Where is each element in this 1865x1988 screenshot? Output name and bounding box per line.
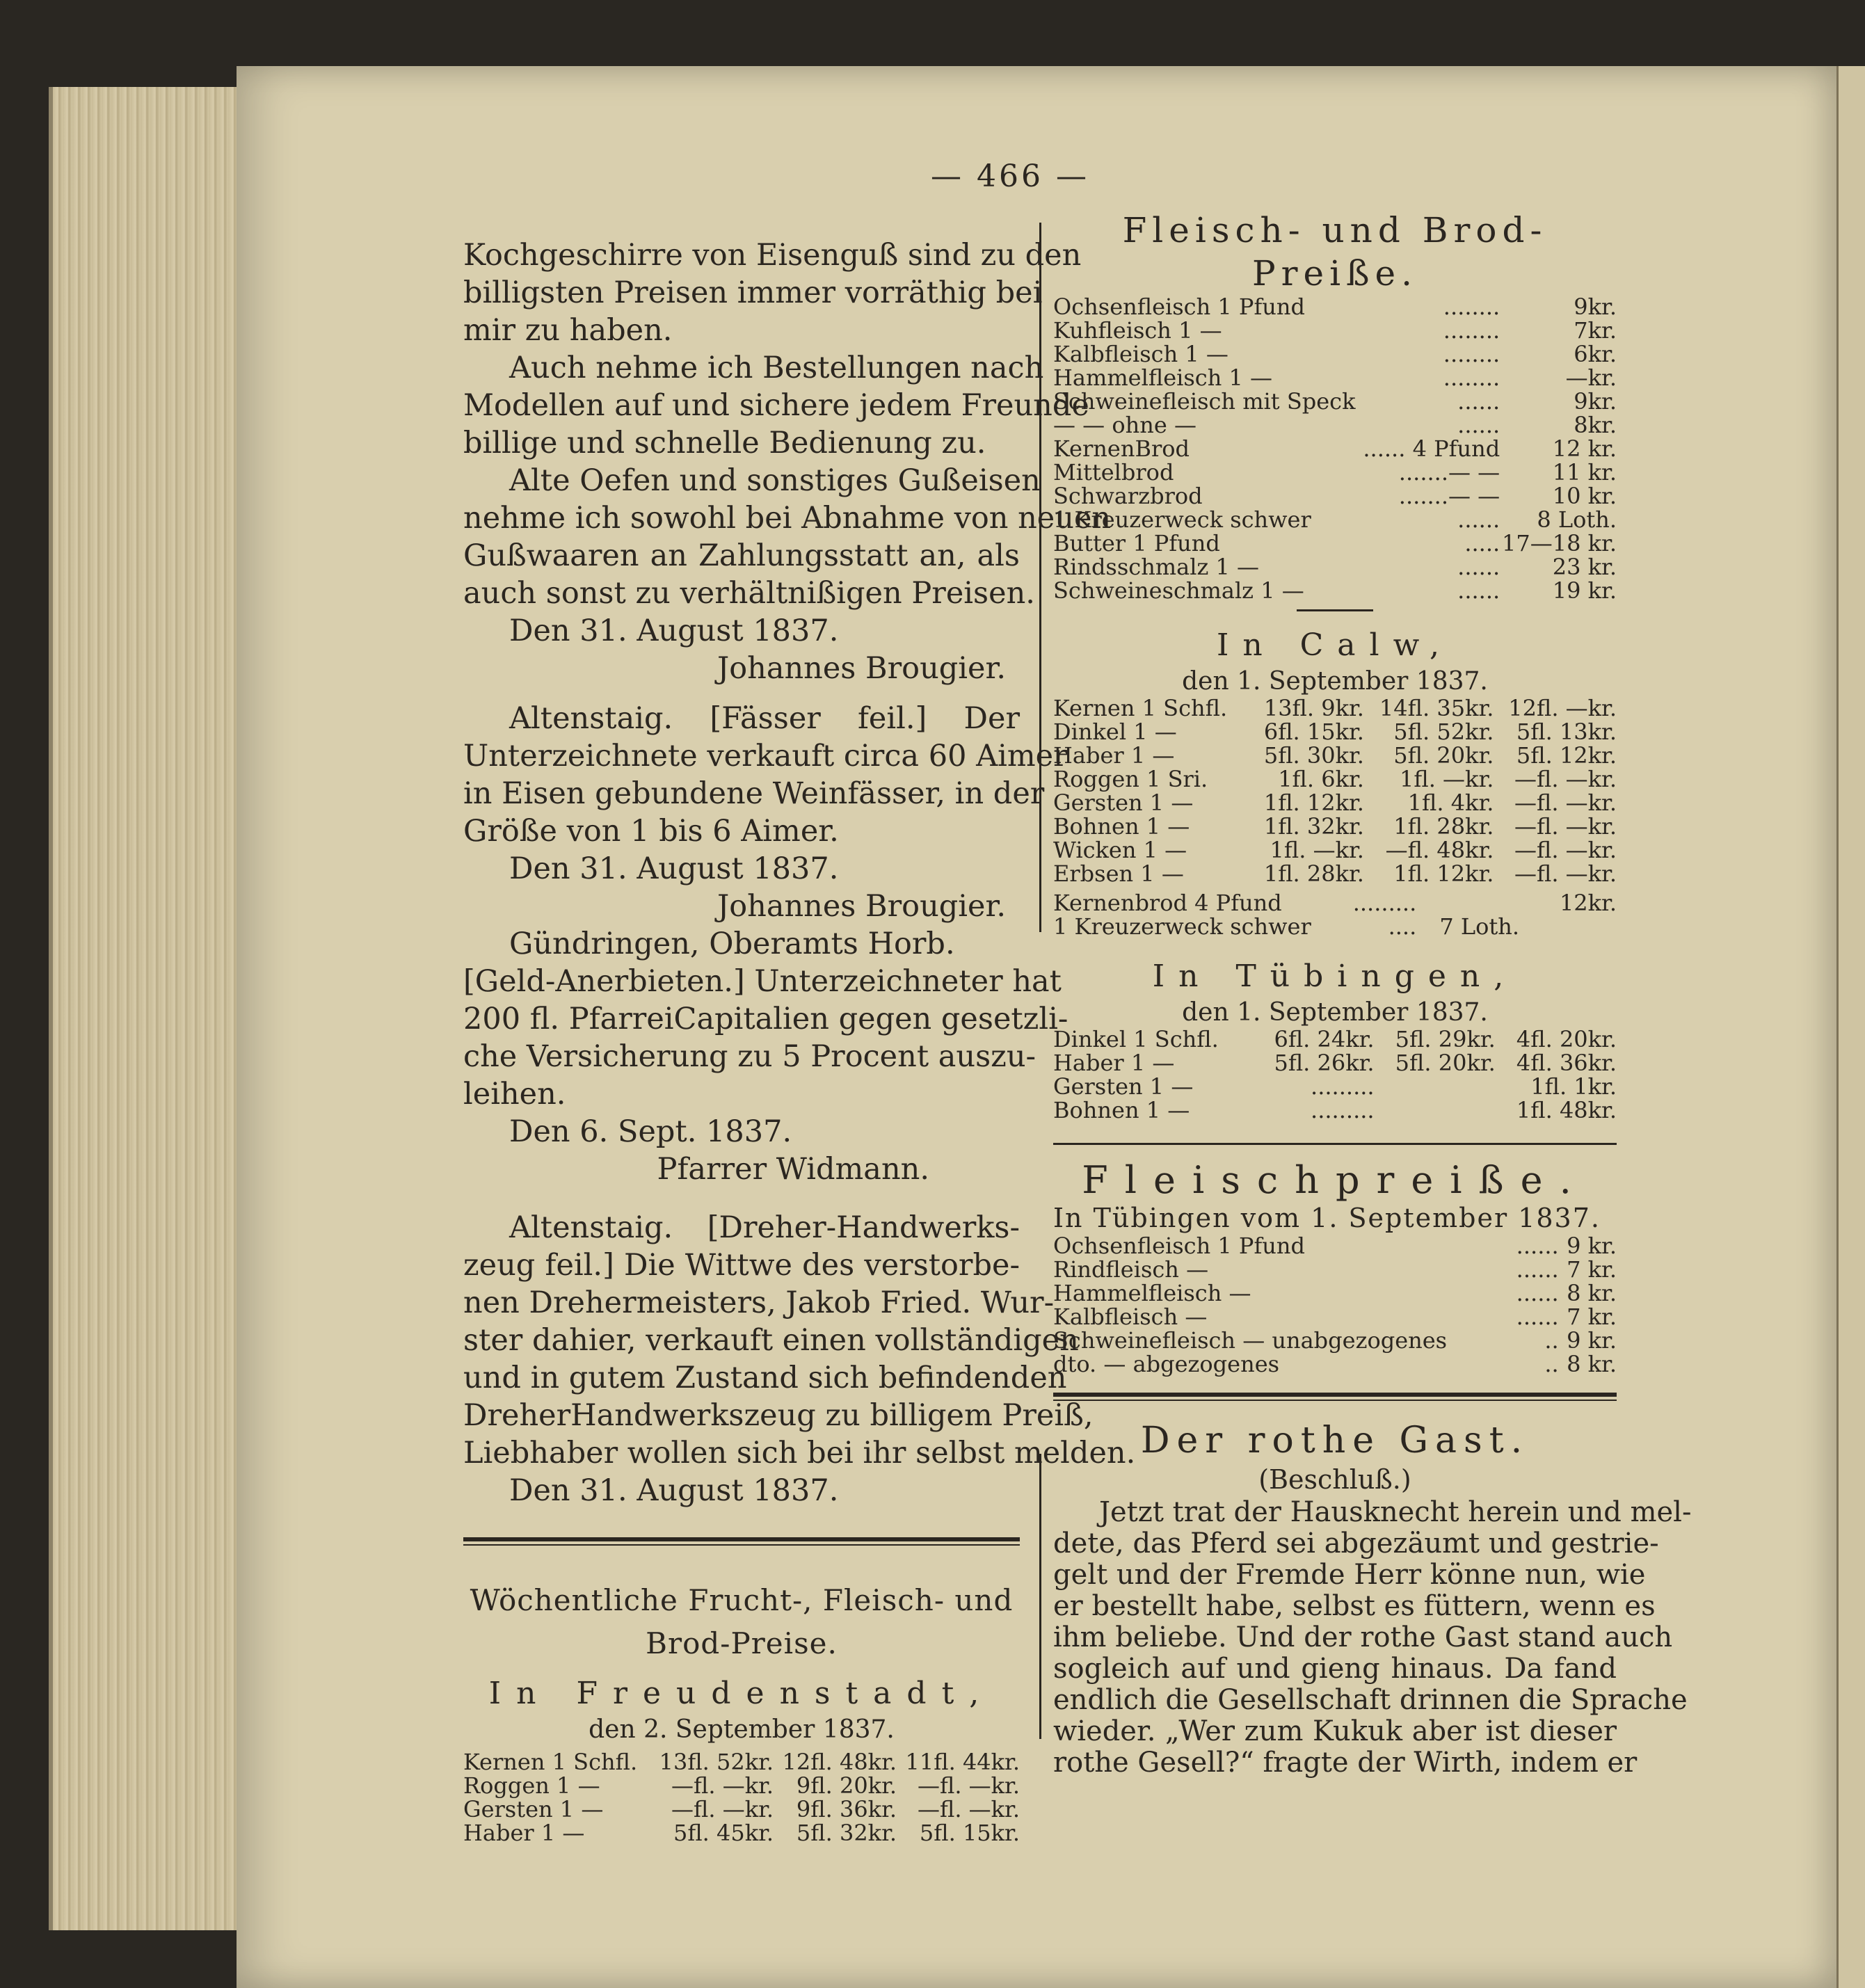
text-line: ster dahier, verkauft einen vollständigen (463, 1323, 1079, 1358)
ad-date: Den 31. August 1837. (509, 851, 839, 886)
section-heading: Brod-Preise. (646, 1626, 838, 1660)
table-calw (1053, 696, 1617, 885)
story-title: Der rothe Gast. (1140, 1420, 1530, 1461)
text-line: und in gutem Zustand sich befindenden (463, 1361, 1067, 1395)
short-rule (1297, 609, 1373, 611)
text-line: Jetzt trat der Hausknecht herein und mel- (1099, 1496, 1692, 1528)
ad-dreher (463, 1209, 1136, 1509)
table-row: Kalbfleisch — ...... 7 kr. (1053, 1304, 1617, 1330)
ad-geld (463, 925, 1068, 1188)
text-line: billigsten Preisen immer vorräthig bei (463, 275, 1043, 310)
text-line: dete, das Pferd sei abgezäumt und gestrie- (1053, 1528, 1659, 1560)
table-row: Wicken 1 — 1fl. —kr. —fl. 48kr. —fl. —kr. (1053, 837, 1617, 863)
ad-faesser (463, 700, 1068, 925)
text-line: leihen. (463, 1077, 566, 1112)
text-line: gelt und der Fremde Herr könne nun, wie (1053, 1559, 1646, 1591)
date-line: den 2. September 1837. (589, 1715, 895, 1744)
table-row: Schweineschmalz 1 — ...... 19 kr. (1053, 577, 1617, 604)
section-heading: Fleisch- und Brod-Preiße. (1122, 210, 1548, 294)
ad-signature: Johannes Brougier. (717, 889, 1006, 924)
text-line: Unterzeichnete verkauft circa 60 Aimer (463, 739, 1068, 773)
text-line: Auch nehme ich Bestellungen nach (509, 351, 1044, 385)
text-line: nen Drehermeisters, Jakob Fried. Wur- (463, 1285, 1055, 1320)
text-line: billige und schnelle Bedienung zu. (463, 426, 986, 460)
page-number: — 466 — (931, 159, 1089, 194)
text-line: Gündringen, Oberamts Horb. (509, 927, 955, 961)
column-divider-bottom (1039, 1454, 1041, 1739)
table-row: Bohnen 1 — ......... 1fl. 48kr. (1053, 1097, 1617, 1123)
double-rule (1053, 1393, 1617, 1401)
table-row: Roggen 1 Sri. 1fl. 6kr. 1fl. —kr. —fl. —kr. (1053, 766, 1617, 792)
table-fleisch-brod (1053, 295, 1617, 602)
ad-signature: Johannes Brougier. (717, 651, 1006, 686)
table-row: Gersten 1 — —fl. —kr. 9fl. 36kr. —fl. —kr. (463, 1796, 1020, 1822)
text-line: Alte Oefen und sonstiges Gußeisen (509, 463, 1041, 498)
text-line: Kochgeschirre von Eisenguß sind zu den (463, 238, 1082, 273)
date-line: den 1. September 1837. (1182, 667, 1488, 696)
table-row: Mittelbrod .......— — 11 kr. (1053, 459, 1617, 486)
table-row: Kernenbrod 4 Pfund ......... 12kr. (1053, 890, 1617, 916)
text-line: Altenstaig. [Dreher-Handwerks- (509, 1210, 1020, 1245)
table-row: Kernen 1 Schfl. 13fl. 52kr. 12fl. 48kr. 11fl. 44kr. (463, 1749, 1020, 1775)
text-line: ihm beliebe. Und der rothe Gast stand auch (1053, 1621, 1673, 1653)
text-line: in Eisen gebundene Weinfässer, in der (463, 776, 1045, 811)
text-line: Gußwaaren an Zahlungsstatt an, als (463, 538, 1020, 573)
table-row: Bohnen 1 — 1fl. 32kr. 1fl. 28kr. —fl. —kr. (1053, 813, 1617, 840)
table-row: Erbsen 1 — 1fl. 28kr. 1fl. 12kr. —fl. —kr. (1053, 860, 1617, 887)
date-line: den 1. September 1837. (1182, 998, 1488, 1027)
story-text (1053, 1496, 1692, 1779)
right-column (1053, 209, 1692, 1779)
town-heading-calw: In Calw, (1216, 627, 1454, 663)
column-divider-top (1039, 223, 1041, 932)
table-row: dto. — abgezogenes .. 8 kr. (1053, 1351, 1617, 1377)
next-page-edge (1836, 66, 1865, 1988)
section-heading: Wöchentliche Frucht-, Fleisch- und (470, 1583, 1014, 1617)
text-line: er bestellt habe, selbst es füttern, wenn es (1053, 1590, 1656, 1622)
table-row: Gersten 1 — 1fl. 12kr. 1fl. 4kr. —fl. —kr. (1053, 789, 1617, 816)
table-row: — — ohne — ...... 8kr. (1053, 412, 1617, 438)
ad-date: Den 31. August 1837. (509, 614, 839, 648)
text-line: sogleich auf und gieng hinaus. Da fand (1053, 1653, 1617, 1685)
text-line: zeug feil.] Die Wittwe des verstorbe- (463, 1248, 1020, 1283)
table-row: Hammelfleisch 1 — ........ —kr. (1053, 364, 1617, 391)
table-row: Schwarzbrod .......— — 10 kr. (1053, 483, 1617, 509)
rule (1053, 1143, 1617, 1145)
table-calw-brod (1053, 891, 1617, 938)
table-fleischpreisse (1053, 1234, 1617, 1376)
table-row: Kuhfleisch 1 — ........ 7kr. (1053, 317, 1617, 344)
text-line: endlich die Gesellschaft drinnen die Sprache (1053, 1684, 1688, 1716)
date-line: In Tübingen vom 1. September 1837. (1053, 1203, 1601, 1233)
text-line: auch sonst zu verhältnißigen Preisen. (463, 576, 1035, 611)
text-line: Liebhaber wollen sich bei ihr selbst melden. (463, 1436, 1136, 1470)
table-tuebingen (1053, 1027, 1617, 1122)
text-line: Modellen auf und sichere jedem Freunde (463, 388, 1089, 423)
text-line: [Geld-Anerbieten.] Unterzeichneter hat (463, 964, 1062, 999)
town-heading-tuebingen: In Tübingen, (1152, 959, 1518, 994)
text-line: wieder. „Wer zum Kukuk aber ist dieser (1053, 1715, 1617, 1747)
table-row: Gersten 1 — ......... 1fl. 1kr. (1053, 1073, 1617, 1100)
table-row: Hammelfleisch — ...... 8 kr. (1053, 1280, 1617, 1306)
table-row: Schweinefleisch mit Speck ...... 9kr. (1053, 388, 1617, 415)
table-row: 1 Kreuzerweck schwer .... 7 Loth. (1053, 913, 1519, 940)
table-row: Ochsenfleisch 1 Pfund ........ 9kr. (1053, 294, 1617, 320)
table-row: Haber 1 — 5fl. 26kr. 5fl. 20kr. 4fl. 36kr. (1053, 1050, 1617, 1076)
text-line: Größe von 1 bis 6 Aimer. (463, 814, 839, 849)
section-heading-fleischpreisse: Fleischpreiße. (1082, 1158, 1588, 1202)
table-row: Dinkel 1 — 6fl. 15kr. 5fl. 52kr. 5fl. 13kr. (1053, 719, 1617, 745)
table-row: Ochsenfleisch 1 Pfund ...... 9 kr. (1053, 1233, 1617, 1259)
story-subtitle: (Beschluß.) (1258, 1464, 1411, 1495)
table-freudenstadt (463, 1750, 1020, 1845)
page-edges (49, 87, 255, 1930)
town-heading-freudenstadt: In Freudenstadt, (488, 1676, 995, 1711)
text-line: mir zu haben. (463, 313, 673, 348)
table-row: Haber 1 — 5fl. 30kr. 5fl. 20kr. 5fl. 12kr. (1053, 742, 1617, 769)
table-row: Rindfleisch — ...... 7 kr. (1053, 1256, 1617, 1283)
table-row: Dinkel 1 Schfl. 6fl. 24kr. 5fl. 29kr. 4fl. 20kr. (1053, 1026, 1617, 1052)
left-column (463, 237, 1136, 1846)
text-line: 200 fl. PfarreiCapitalien gegen gesetzli- (463, 1002, 1068, 1036)
table-row: Butter 1 Pfund ..... 17—18 kr. (1053, 530, 1617, 556)
text-line: rothe Gesell?“ fragte der Wirth, indem er (1053, 1747, 1638, 1779)
table-row: 1 Kreuzerweck schwer ...... 8 Loth. (1053, 506, 1617, 533)
ad-kochgeschirre (463, 237, 1112, 687)
text-line: nehme ich sowohl bei Abnahme von neuen (463, 501, 1112, 536)
table-row: Rindsschmalz 1 — ...... 23 kr. (1053, 554, 1617, 580)
ad-signature: Pfarrer Widmann. (657, 1152, 929, 1187)
table-row: Schweinefleisch — unabgezogenes .. 9 kr. (1053, 1327, 1617, 1354)
table-row: Haber 1 — 5fl. 45kr. 5fl. 32kr. 5fl. 15kr. (463, 1820, 1020, 1846)
text-line: DreherHandwerkszeug zu billigem Preiß, (463, 1398, 1094, 1433)
ad-date: Den 31. August 1837. (509, 1473, 839, 1508)
table-row: Kernen 1 Schfl. 13fl. 9kr. 14fl. 35kr. 12fl. —kr. (1053, 695, 1617, 721)
table-row: Roggen 1 — —fl. —kr. 9fl. 20kr. —fl. —kr. (463, 1772, 1020, 1799)
double-rule (463, 1537, 1020, 1546)
text-line: Altenstaig. [Fässer feil.] Der (509, 701, 1020, 736)
table-row: Kalbfleisch 1 — ........ 6kr. (1053, 341, 1617, 367)
ad-date: Den 6. Sept. 1837. (509, 1114, 792, 1149)
table-row: KernenBrod ...... 4 Pfund 12 kr. (1053, 435, 1617, 462)
text-line: che Versicherung zu 5 Procent auszu- (463, 1039, 1036, 1074)
